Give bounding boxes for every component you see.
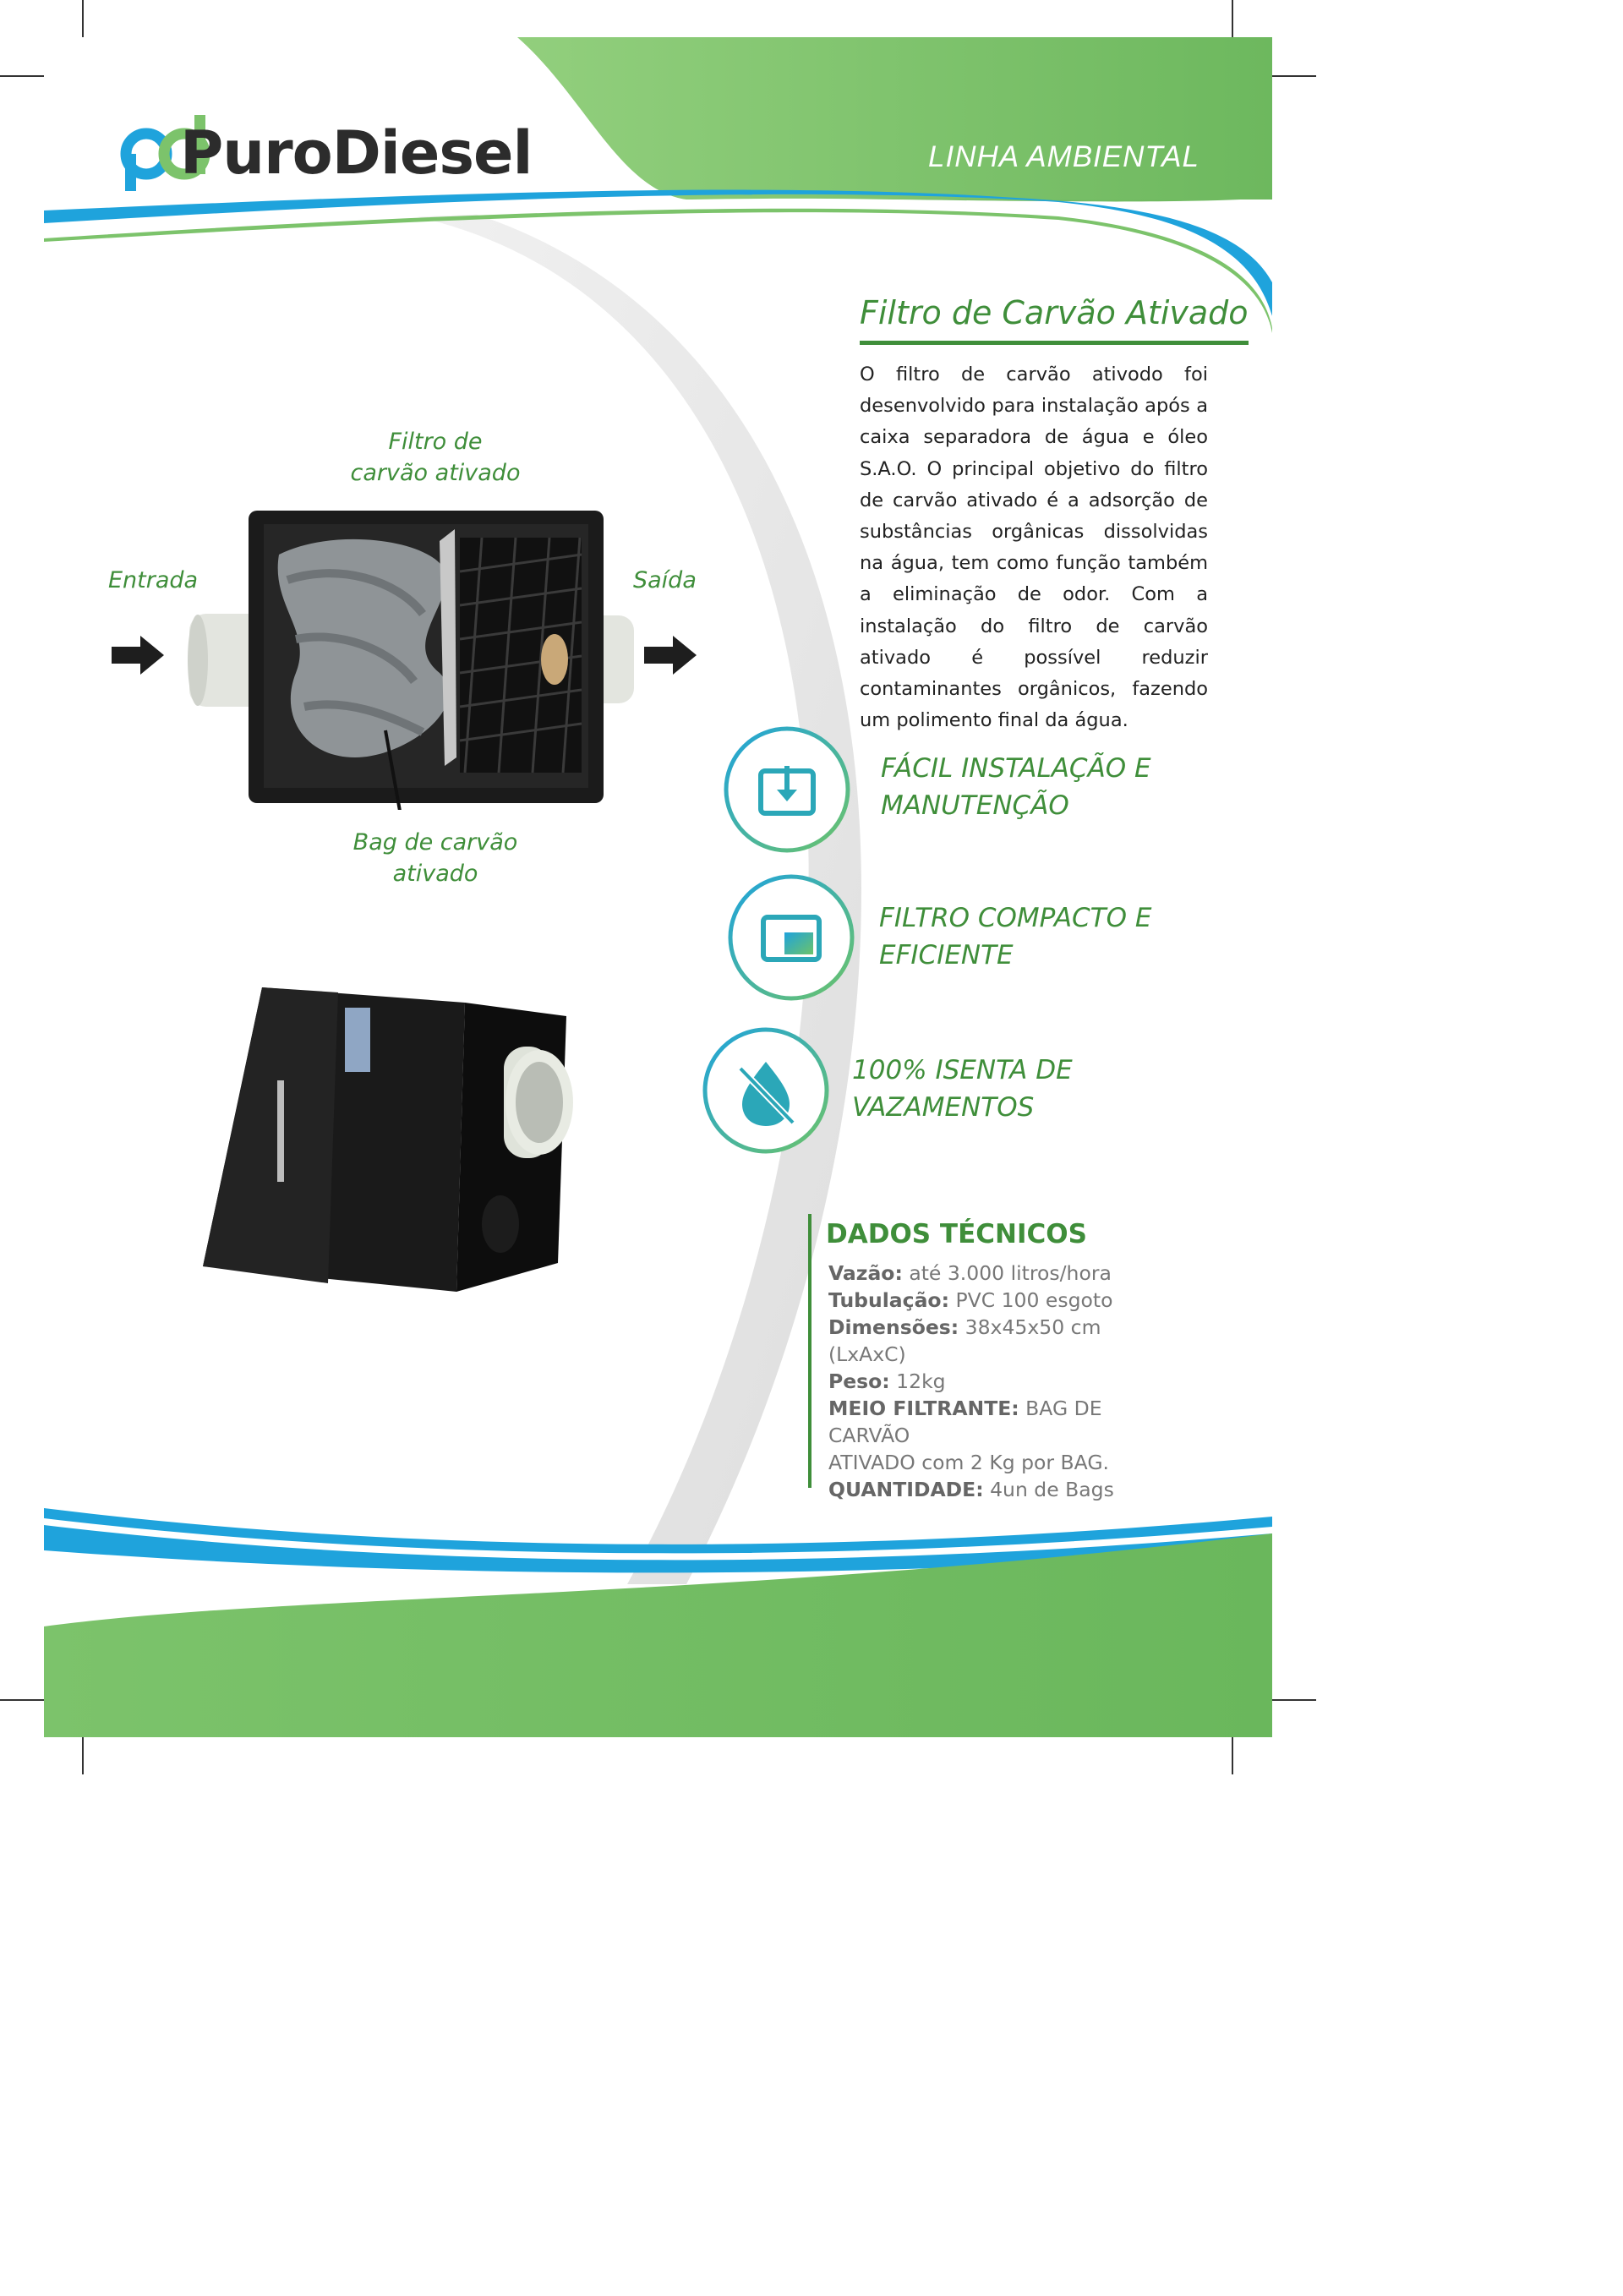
feature-compact: FILTRO COMPACTO E EFICIENTE — [879, 903, 1152, 970]
crop-mark — [82, 1737, 84, 1774]
compact-box-icon — [727, 873, 855, 1002]
tech-item: MEIO FILTRANTE: BAG DE CARVÃO — [828, 1397, 1102, 1447]
product-description: O filtro de carvão ativodo foi desenvolvido para instalação após a caixa separadora de água e óleo S.A.O. O principal objetivo do filtro de carvão ativado é a adsorção de substâncias orgânicas dissolvidas na água, tem como função também a eliminação de odor. Com a instalação do filtro de carvão ativado é possível reduzir contaminantes orgânicos, fazendo um polimento final da água. — [860, 364, 1208, 732]
brand-name: PuroDiesel — [180, 118, 533, 188]
entrada-arrow-icon — [112, 636, 164, 675]
tech-item: Peso: 12kg — [828, 1369, 946, 1393]
crop-mark — [1272, 75, 1316, 77]
tech-list — [828, 1260, 1183, 1503]
entrada-label: Entrada — [108, 567, 199, 593]
crop-mark — [1272, 1699, 1316, 1701]
tech-divider — [808, 1214, 812, 1488]
crop-mark — [0, 1699, 44, 1701]
tech-item: ATIVADO com 2 Kg por BAG. — [828, 1451, 1110, 1474]
tech-item: Vazão: até 3.000 litros/hora — [828, 1261, 1112, 1285]
bag-label: Bag de carvão ativado — [352, 829, 518, 887]
product-title: Filtro de Carvão Ativado — [860, 294, 1249, 331]
filter-top-view-image — [186, 504, 642, 810]
product-line: LINHA AMBIENTAL — [928, 140, 1199, 173]
download-box-icon — [723, 725, 851, 854]
filter-side-view-image — [203, 987, 583, 1309]
tech-item: Dimensões: 38x45x50 cm (LxAxC) — [828, 1315, 1101, 1366]
crop-mark — [0, 75, 44, 77]
saida-arrow-icon — [644, 636, 697, 675]
tech-item: Tubulação: PVC 100 esgoto — [828, 1288, 1113, 1312]
title-underline — [860, 341, 1249, 345]
tech-item: QUANTIDADE: 4un de Bags — [828, 1478, 1114, 1501]
no-leak-drop-icon — [702, 1026, 830, 1155]
feature-no-leak: 100% ISENTA DE VAZAMENTOS — [852, 1055, 1073, 1123]
saida-label: Saída — [633, 567, 697, 593]
crop-mark — [1232, 0, 1233, 37]
crop-mark — [1232, 1737, 1233, 1774]
feature-installation: FÁCIL INSTALAÇÃO E MANUTENÇÃO — [881, 753, 1151, 821]
crop-mark — [82, 0, 84, 37]
tech-title: DADOS TÉCNICOS — [826, 1219, 1087, 1249]
filter-label: Filtro de carvão ativado — [350, 429, 521, 486]
